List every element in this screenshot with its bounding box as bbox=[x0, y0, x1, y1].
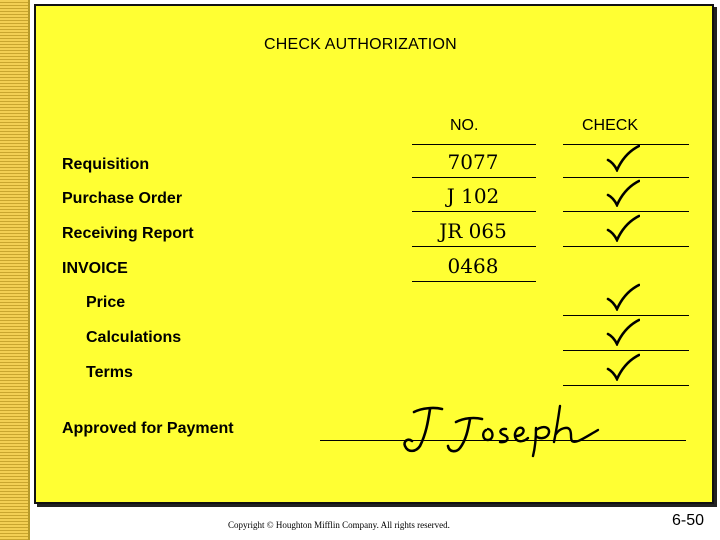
row-label-requisition: Requisition bbox=[62, 156, 150, 173]
check-mark-icon bbox=[606, 318, 640, 346]
signature-j-joseph bbox=[398, 398, 608, 460]
no-line-receiving-report bbox=[412, 246, 536, 247]
copyright-notice: Copyright © Houghton Mifflin Company. All rights reserved. bbox=[228, 520, 450, 530]
no-line-invoice bbox=[412, 281, 536, 282]
check-mark-icon bbox=[606, 179, 640, 207]
row-label-receiving-report: Receiving Report bbox=[62, 225, 194, 242]
check-line-terms bbox=[563, 385, 689, 386]
no-line-requisition bbox=[412, 177, 536, 178]
row-number-purchase-order: J 102 bbox=[446, 184, 500, 208]
row-number-requisition: 7077 bbox=[447, 150, 499, 174]
check-line-calculations bbox=[563, 350, 689, 351]
check-line-price bbox=[563, 315, 689, 316]
approval-label: Approved for Payment bbox=[62, 420, 234, 437]
check-mark-icon bbox=[606, 144, 640, 172]
check-mark-icon bbox=[606, 214, 640, 242]
row-label-invoice: INVOICE bbox=[62, 260, 128, 277]
check-mark-icon bbox=[606, 283, 640, 311]
check-line-purchase-order bbox=[563, 211, 689, 212]
form-title: CHECK AUTHORIZATION bbox=[264, 36, 457, 53]
slide-page-number: 6-50 bbox=[672, 512, 705, 529]
row-number-invoice: 0468 bbox=[447, 254, 499, 278]
row-number-receiving-report: JR 065 bbox=[439, 219, 507, 243]
column-header-check: CHECK bbox=[582, 117, 639, 134]
sub-row-label-terms: Terms bbox=[86, 364, 133, 381]
sub-row-label-price: Price bbox=[86, 294, 126, 311]
row-label-purchase-order: Purchase Order bbox=[62, 190, 183, 207]
left-decorative-stripe bbox=[0, 0, 30, 540]
header-no-underline bbox=[412, 144, 536, 145]
check-line-receiving-report bbox=[563, 246, 689, 247]
no-line-purchase-order bbox=[412, 211, 536, 212]
check-mark-icon bbox=[606, 353, 640, 381]
column-header-no: NO. bbox=[450, 117, 479, 134]
check-line-requisition bbox=[563, 177, 689, 178]
sub-row-label-calculations: Calculations bbox=[86, 329, 182, 346]
